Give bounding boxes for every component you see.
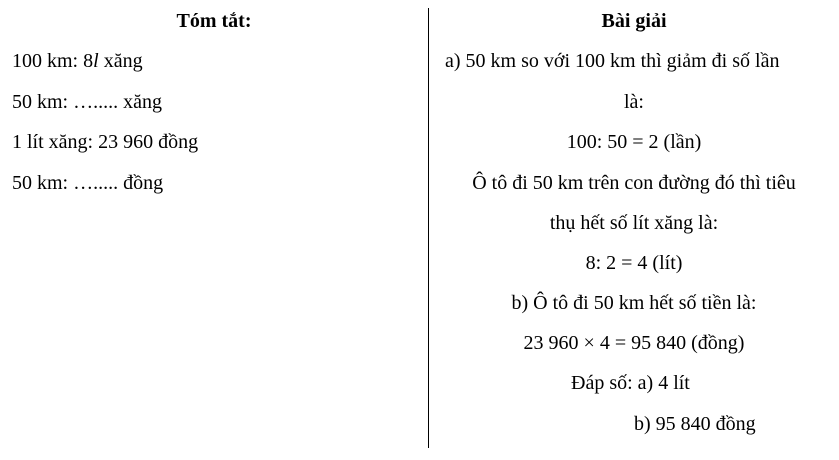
summary-line-1-suffix: xăng [98, 50, 143, 72]
solution-line-2: là: [624, 91, 644, 113]
answer-label: Đáp số: a) 4 lít [571, 372, 690, 394]
summary-line-1-unit: l [93, 50, 99, 72]
solution-line-3: 100: 50 = 2 (lần) [566, 131, 702, 153]
solution-heading: Bài giải [601, 10, 667, 32]
answer-b: b) 95 840 đồng [634, 413, 756, 435]
summary-line-3: 1 lít xăng: 23 960 đồng [12, 131, 199, 153]
solution-line-7: b) Ô tô đi 50 km hết số tiền là: [511, 292, 757, 314]
solution-line-4: Ô tô đi 50 km trên con đường đó thì tiêu [472, 172, 796, 194]
summary-heading: Tóm tắt: [176, 10, 252, 32]
solution-line-6: 8: 2 = 4 (lít) [585, 252, 683, 274]
summary-line-2: 50 km: …..... xăng [12, 91, 162, 113]
summary-line-1 [12, 49, 143, 73]
solution-line-8: 23 960 × 4 = 95 840 (đồng) [523, 332, 745, 354]
solution-column [429, 0, 839, 460]
solution-line-5: thụ hết số lít xăng là: [549, 212, 719, 234]
solution-line-1: a) 50 km so với 100 km thì giảm đi số lần [445, 50, 780, 72]
summary-line-1-prefix: 100 km: 8 [12, 50, 94, 72]
summary-line-4: 50 km: …..... đồng [12, 172, 164, 194]
